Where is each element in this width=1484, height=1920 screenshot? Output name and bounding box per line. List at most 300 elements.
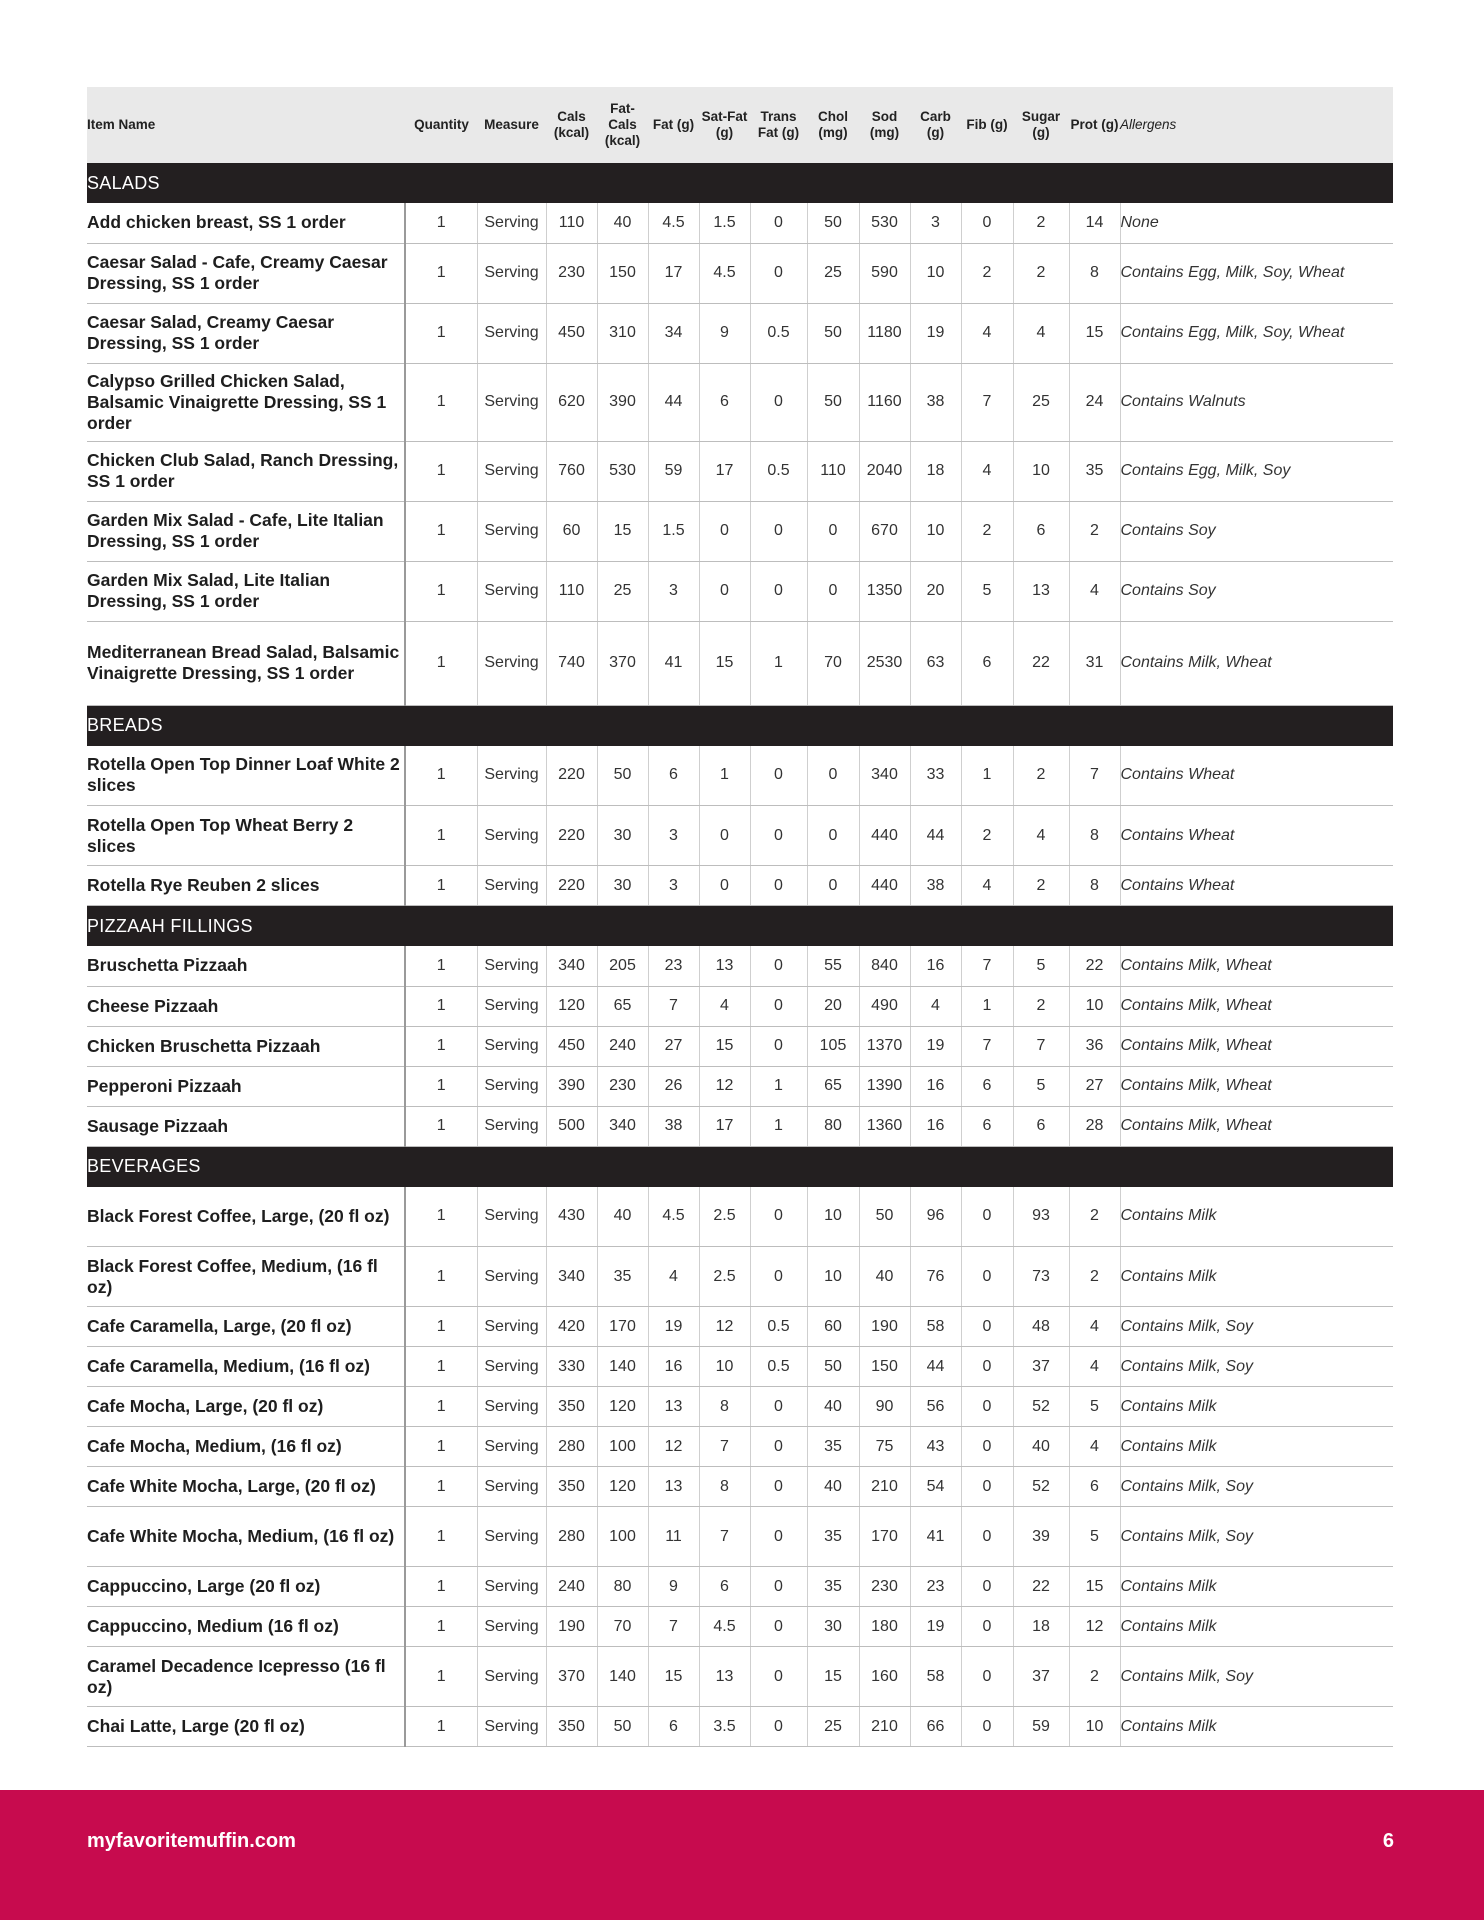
cell-sat-fat: 13	[699, 946, 750, 986]
cell-cholesterol: 0	[807, 866, 859, 906]
cell-protein: 4	[1069, 1427, 1120, 1467]
cell-carbs: 38	[910, 363, 961, 441]
cell-allergens: Contains Milk, Soy	[1120, 1507, 1393, 1567]
cell-sugar: 37	[1013, 1347, 1069, 1387]
section-header	[87, 705, 1393, 746]
item-name: Add chicken breast, SS 1 order	[87, 203, 405, 243]
table-row	[87, 441, 1393, 501]
cell-sat-fat: 15	[699, 621, 750, 705]
item-name: Cafe Caramella, Large, (20 fl oz)	[87, 1307, 405, 1347]
cell-cholesterol: 35	[807, 1507, 859, 1567]
cell-cholesterol: 50	[807, 363, 859, 441]
cell-allergens: Contains Egg, Milk, Soy, Wheat	[1120, 243, 1393, 303]
cell-cholesterol: 110	[807, 441, 859, 501]
header-item-name: Item Name	[87, 87, 405, 163]
cell-quantity: 1	[405, 1467, 477, 1507]
item-name: Caesar Salad - Cafe, Creamy Caesar Dressing, SS 1 order	[87, 243, 405, 303]
cell-quantity: 1	[405, 866, 477, 906]
cell-trans-fat: 0	[750, 1507, 807, 1567]
cell-sat-fat: 0	[699, 866, 750, 906]
cell-protein: 2	[1069, 1187, 1120, 1247]
cell-sodium: 2040	[859, 441, 910, 501]
cell-carbs: 23	[910, 1567, 961, 1607]
cell-fat-calories: 40	[597, 1187, 648, 1247]
cell-sat-fat: 8	[699, 1467, 750, 1507]
cell-allergens: Contains Milk, Wheat	[1120, 621, 1393, 705]
header-sugar: Sugar (g)	[1013, 87, 1069, 163]
cell-quantity: 1	[405, 1106, 477, 1146]
cell-measure: Serving	[477, 1106, 546, 1146]
cell-protein: 2	[1069, 1247, 1120, 1307]
cell-sodium: 440	[859, 866, 910, 906]
cell-sat-fat: 13	[699, 1647, 750, 1707]
cell-sugar: 13	[1013, 561, 1069, 621]
cell-measure: Serving	[477, 1387, 546, 1427]
cell-allergens: Contains Milk	[1120, 1247, 1393, 1307]
cell-cholesterol: 50	[807, 303, 859, 363]
cell-fat-calories: 150	[597, 243, 648, 303]
cell-fat-calories: 35	[597, 1247, 648, 1307]
cell-quantity: 1	[405, 1427, 477, 1467]
cell-fat: 7	[648, 1607, 699, 1647]
cell-fat: 3	[648, 561, 699, 621]
cell-trans-fat: 0	[750, 1247, 807, 1307]
cell-fat: 59	[648, 441, 699, 501]
cell-calories: 280	[546, 1507, 597, 1567]
cell-sodium: 1370	[859, 1026, 910, 1066]
table-row	[87, 1567, 1393, 1607]
cell-carbs: 58	[910, 1307, 961, 1347]
cell-carbs: 19	[910, 303, 961, 363]
item-name: Pepperoni Pizzaah	[87, 1066, 405, 1106]
cell-fat-calories: 50	[597, 1707, 648, 1747]
cell-trans-fat: 0	[750, 986, 807, 1026]
cell-sat-fat: 3.5	[699, 1707, 750, 1747]
cell-fat-calories: 230	[597, 1066, 648, 1106]
cell-fat-calories: 25	[597, 561, 648, 621]
cell-trans-fat: 0	[750, 1707, 807, 1747]
cell-quantity: 1	[405, 621, 477, 705]
cell-cholesterol: 60	[807, 1307, 859, 1347]
cell-carbs: 43	[910, 1427, 961, 1467]
cell-sugar: 5	[1013, 946, 1069, 986]
cell-fat-calories: 100	[597, 1427, 648, 1467]
item-name: Cheese Pizzaah	[87, 986, 405, 1026]
section-title: BREADS	[87, 705, 1393, 746]
cell-sugar: 48	[1013, 1307, 1069, 1347]
cell-fiber: 6	[961, 1106, 1013, 1146]
cell-calories: 220	[546, 866, 597, 906]
item-name: Cafe Mocha, Medium, (16 fl oz)	[87, 1427, 405, 1467]
cell-fiber: 0	[961, 1387, 1013, 1427]
table-row	[87, 501, 1393, 561]
table-row	[87, 1427, 1393, 1467]
item-name: Chicken Club Salad, Ranch Dressing, SS 1 order	[87, 441, 405, 501]
table-row	[87, 203, 1393, 243]
item-name: Calypso Grilled Chicken Salad, Balsamic Vinaigrette Dressing, SS 1 order	[87, 363, 405, 441]
cell-sat-fat: 2.5	[699, 1247, 750, 1307]
cell-quantity: 1	[405, 946, 477, 986]
cell-allergens: Contains Milk	[1120, 1387, 1393, 1427]
cell-sodium: 490	[859, 986, 910, 1026]
cell-sodium: 440	[859, 806, 910, 866]
cell-sat-fat: 15	[699, 1026, 750, 1066]
cell-carbs: 20	[910, 561, 961, 621]
table-row	[87, 866, 1393, 906]
cell-measure: Serving	[477, 866, 546, 906]
cell-carbs: 56	[910, 1387, 961, 1427]
item-name: Cafe White Mocha, Medium, (16 fl oz)	[87, 1507, 405, 1567]
cell-trans-fat: 0	[750, 1467, 807, 1507]
item-name: Garden Mix Salad, Lite Italian Dressing, SS 1 order	[87, 561, 405, 621]
cell-protein: 31	[1069, 621, 1120, 705]
footer-website: myfavoritemuffin.com	[87, 1830, 296, 1852]
cell-measure: Serving	[477, 1647, 546, 1707]
header-sodium: Sod (mg)	[859, 87, 910, 163]
item-name: Bruschetta Pizzaah	[87, 946, 405, 986]
cell-fiber: 0	[961, 1247, 1013, 1307]
cell-protein: 24	[1069, 363, 1120, 441]
cell-fiber: 7	[961, 946, 1013, 986]
cell-measure: Serving	[477, 1187, 546, 1247]
cell-measure: Serving	[477, 1026, 546, 1066]
cell-cholesterol: 20	[807, 986, 859, 1026]
cell-fat: 19	[648, 1307, 699, 1347]
cell-fat: 44	[648, 363, 699, 441]
cell-fat-calories: 140	[597, 1647, 648, 1707]
cell-fat: 15	[648, 1647, 699, 1707]
table-row	[87, 746, 1393, 806]
header-protein: Prot (g)	[1069, 87, 1120, 163]
cell-sat-fat: 4.5	[699, 243, 750, 303]
cell-measure: Serving	[477, 441, 546, 501]
cell-fat: 23	[648, 946, 699, 986]
cell-quantity: 1	[405, 1026, 477, 1066]
cell-protein: 8	[1069, 806, 1120, 866]
cell-fiber: 4	[961, 303, 1013, 363]
cell-protein: 2	[1069, 501, 1120, 561]
cell-measure: Serving	[477, 1467, 546, 1507]
cell-trans-fat: 0.5	[750, 441, 807, 501]
cell-cholesterol: 0	[807, 561, 859, 621]
cell-fat: 7	[648, 986, 699, 1026]
cell-calories: 60	[546, 501, 597, 561]
cell-sat-fat: 10	[699, 1347, 750, 1387]
cell-fat-calories: 30	[597, 866, 648, 906]
cell-sodium: 170	[859, 1507, 910, 1567]
cell-measure: Serving	[477, 1247, 546, 1307]
cell-cholesterol: 55	[807, 946, 859, 986]
cell-fat: 9	[648, 1567, 699, 1607]
cell-protein: 10	[1069, 986, 1120, 1026]
item-name: Cafe Mocha, Large, (20 fl oz)	[87, 1387, 405, 1427]
cell-quantity: 1	[405, 746, 477, 806]
cell-sugar: 18	[1013, 1607, 1069, 1647]
cell-quantity: 1	[405, 986, 477, 1026]
cell-calories: 350	[546, 1467, 597, 1507]
cell-sodium: 230	[859, 1567, 910, 1607]
table-row	[87, 1607, 1393, 1647]
cell-sat-fat: 17	[699, 441, 750, 501]
cell-fat: 13	[648, 1387, 699, 1427]
cell-sat-fat: 0	[699, 806, 750, 866]
table-row	[87, 1247, 1393, 1307]
cell-sugar: 4	[1013, 303, 1069, 363]
item-name: Chai Latte, Large (20 fl oz)	[87, 1707, 405, 1747]
cell-fat-calories: 80	[597, 1567, 648, 1607]
cell-calories: 240	[546, 1567, 597, 1607]
cell-protein: 4	[1069, 1347, 1120, 1387]
cell-sodium: 180	[859, 1607, 910, 1647]
cell-fat: 38	[648, 1106, 699, 1146]
cell-trans-fat: 0	[750, 561, 807, 621]
cell-sat-fat: 6	[699, 1567, 750, 1607]
cell-quantity: 1	[405, 806, 477, 866]
cell-carbs: 16	[910, 1066, 961, 1106]
cell-measure: Serving	[477, 1707, 546, 1747]
cell-quantity: 1	[405, 501, 477, 561]
cell-protein: 5	[1069, 1507, 1120, 1567]
cell-calories: 190	[546, 1607, 597, 1647]
table-row	[87, 303, 1393, 363]
cell-fat-calories: 40	[597, 203, 648, 243]
cell-fiber: 0	[961, 1187, 1013, 1247]
cell-cholesterol: 0	[807, 806, 859, 866]
cell-cholesterol: 70	[807, 621, 859, 705]
item-name: Chicken Bruschetta Pizzaah	[87, 1026, 405, 1066]
table-body	[87, 163, 1393, 1747]
cell-allergens: Contains Milk, Wheat	[1120, 1026, 1393, 1066]
cell-sat-fat: 12	[699, 1066, 750, 1106]
item-name: Cappuccino, Large (20 fl oz)	[87, 1567, 405, 1607]
section-header	[87, 163, 1393, 203]
header-fat-calories: Fat-Cals (kcal)	[597, 87, 648, 163]
cell-fat: 4.5	[648, 203, 699, 243]
cell-allergens: Contains Egg, Milk, Soy	[1120, 441, 1393, 501]
cell-sodium: 1390	[859, 1066, 910, 1106]
page-number: 6	[1382, 1830, 1394, 1852]
cell-trans-fat: 0	[750, 203, 807, 243]
cell-quantity: 1	[405, 1066, 477, 1106]
cell-cholesterol: 40	[807, 1387, 859, 1427]
cell-fat-calories: 15	[597, 501, 648, 561]
cell-protein: 28	[1069, 1106, 1120, 1146]
cell-fiber: 0	[961, 1607, 1013, 1647]
cell-cholesterol: 50	[807, 1347, 859, 1387]
cell-cholesterol: 35	[807, 1567, 859, 1607]
cell-calories: 760	[546, 441, 597, 501]
cell-measure: Serving	[477, 746, 546, 806]
cell-fat: 34	[648, 303, 699, 363]
cell-sat-fat: 12	[699, 1307, 750, 1347]
cell-allergens: Contains Milk	[1120, 1187, 1393, 1247]
cell-sugar: 4	[1013, 806, 1069, 866]
cell-fat-calories: 70	[597, 1607, 648, 1647]
cell-carbs: 96	[910, 1187, 961, 1247]
cell-trans-fat: 0	[750, 363, 807, 441]
cell-protein: 15	[1069, 303, 1120, 363]
header-trans-fat: Trans Fat (g)	[750, 87, 807, 163]
cell-measure: Serving	[477, 1347, 546, 1387]
cell-cholesterol: 65	[807, 1066, 859, 1106]
cell-calories: 450	[546, 303, 597, 363]
cell-fiber: 1	[961, 746, 1013, 806]
cell-cholesterol: 25	[807, 1707, 859, 1747]
cell-trans-fat: 0	[750, 1567, 807, 1607]
cell-sugar: 2	[1013, 746, 1069, 806]
cell-calories: 370	[546, 1647, 597, 1707]
cell-sodium: 340	[859, 746, 910, 806]
cell-measure: Serving	[477, 1567, 546, 1607]
cell-quantity: 1	[405, 363, 477, 441]
cell-trans-fat: 1	[750, 1066, 807, 1106]
cell-trans-fat: 0.5	[750, 1307, 807, 1347]
cell-carbs: 58	[910, 1647, 961, 1707]
cell-measure: Serving	[477, 203, 546, 243]
cell-calories: 330	[546, 1347, 597, 1387]
cell-fiber: 0	[961, 1707, 1013, 1747]
cell-sat-fat: 4	[699, 986, 750, 1026]
table-row	[87, 363, 1393, 441]
cell-measure: Serving	[477, 621, 546, 705]
header-measure: Measure	[477, 87, 546, 163]
cell-measure: Serving	[477, 986, 546, 1026]
cell-allergens: Contains Soy	[1120, 561, 1393, 621]
cell-trans-fat: 0	[750, 1607, 807, 1647]
cell-calories: 450	[546, 1026, 597, 1066]
cell-allergens: Contains Milk	[1120, 1707, 1393, 1747]
cell-sugar: 52	[1013, 1387, 1069, 1427]
cell-protein: 6	[1069, 1467, 1120, 1507]
cell-protein: 5	[1069, 1387, 1120, 1427]
cell-carbs: 16	[910, 946, 961, 986]
cell-cholesterol: 15	[807, 1647, 859, 1707]
cell-sodium: 1360	[859, 1106, 910, 1146]
cell-quantity: 1	[405, 1247, 477, 1307]
cell-fat-calories: 120	[597, 1467, 648, 1507]
cell-calories: 350	[546, 1707, 597, 1747]
header-fat: Fat (g)	[648, 87, 699, 163]
cell-fiber: 2	[961, 501, 1013, 561]
item-name: Black Forest Coffee, Medium, (16 fl oz)	[87, 1247, 405, 1307]
cell-carbs: 63	[910, 621, 961, 705]
cell-measure: Serving	[477, 1066, 546, 1106]
cell-cholesterol: 10	[807, 1187, 859, 1247]
cell-protein: 4	[1069, 561, 1120, 621]
header-cholesterol: Chol (mg)	[807, 87, 859, 163]
cell-sugar: 2	[1013, 203, 1069, 243]
cell-allergens: Contains Milk, Soy	[1120, 1647, 1393, 1707]
cell-fat: 3	[648, 806, 699, 866]
cell-protein: 7	[1069, 746, 1120, 806]
cell-fat: 6	[648, 746, 699, 806]
cell-measure: Serving	[477, 303, 546, 363]
section-title: SALADS	[87, 163, 1393, 203]
cell-fiber: 2	[961, 243, 1013, 303]
cell-fiber: 4	[961, 441, 1013, 501]
header-carbs: Carb (g)	[910, 87, 961, 163]
cell-measure: Serving	[477, 1307, 546, 1347]
cell-trans-fat: 0	[750, 746, 807, 806]
header-fiber: Fib (g)	[961, 87, 1013, 163]
item-name: Caramel Decadence Icepresso (16 fl oz)	[87, 1647, 405, 1707]
table-row	[87, 1307, 1393, 1347]
cell-allergens: Contains Milk, Wheat	[1120, 986, 1393, 1026]
cell-measure: Serving	[477, 501, 546, 561]
cell-fiber: 1	[961, 986, 1013, 1026]
cell-measure: Serving	[477, 946, 546, 986]
cell-sodium: 190	[859, 1307, 910, 1347]
cell-allergens: Contains Milk, Wheat	[1120, 1066, 1393, 1106]
cell-quantity: 1	[405, 1187, 477, 1247]
cell-sugar: 37	[1013, 1647, 1069, 1707]
cell-sugar: 22	[1013, 621, 1069, 705]
cell-cholesterol: 105	[807, 1026, 859, 1066]
cell-fat: 1.5	[648, 501, 699, 561]
cell-allergens: Contains Wheat	[1120, 746, 1393, 806]
cell-calories: 340	[546, 1247, 597, 1307]
cell-trans-fat: 0	[750, 1387, 807, 1427]
item-name: Sausage Pizzaah	[87, 1106, 405, 1146]
cell-allergens: Contains Soy	[1120, 501, 1393, 561]
table-row	[87, 561, 1393, 621]
cell-fiber: 6	[961, 1066, 1013, 1106]
cell-sat-fat: 0	[699, 561, 750, 621]
cell-trans-fat: 0	[750, 243, 807, 303]
cell-sodium: 1350	[859, 561, 910, 621]
cell-calories: 620	[546, 363, 597, 441]
cell-protein: 22	[1069, 946, 1120, 986]
section-header	[87, 906, 1393, 947]
table-row	[87, 621, 1393, 705]
cell-sat-fat: 1.5	[699, 203, 750, 243]
cell-quantity: 1	[405, 441, 477, 501]
cell-allergens: Contains Milk	[1120, 1567, 1393, 1607]
cell-fat: 26	[648, 1066, 699, 1106]
cell-sodium: 160	[859, 1647, 910, 1707]
section-header	[87, 1146, 1393, 1187]
cell-fat: 6	[648, 1707, 699, 1747]
cell-calories: 120	[546, 986, 597, 1026]
section-title: BEVERAGES	[87, 1146, 1393, 1187]
cell-fiber: 0	[961, 1427, 1013, 1467]
cell-allergens: Contains Egg, Milk, Soy, Wheat	[1120, 303, 1393, 363]
cell-carbs: 19	[910, 1607, 961, 1647]
cell-trans-fat: 0.5	[750, 303, 807, 363]
cell-allergens: Contains Milk, Soy	[1120, 1467, 1393, 1507]
cell-sat-fat: 1	[699, 746, 750, 806]
cell-trans-fat: 0	[750, 1427, 807, 1467]
cell-sodium: 1160	[859, 363, 910, 441]
cell-carbs: 66	[910, 1707, 961, 1747]
cell-fat-calories: 370	[597, 621, 648, 705]
cell-fiber: 0	[961, 1647, 1013, 1707]
table-row	[87, 1187, 1393, 1247]
cell-allergens: Contains Milk, Soy	[1120, 1307, 1393, 1347]
cell-sugar: 93	[1013, 1187, 1069, 1247]
cell-carbs: 54	[910, 1467, 961, 1507]
cell-fat: 17	[648, 243, 699, 303]
cell-fat-calories: 240	[597, 1026, 648, 1066]
cell-fiber: 0	[961, 1347, 1013, 1387]
cell-fat-calories: 30	[597, 806, 648, 866]
cell-cholesterol: 35	[807, 1427, 859, 1467]
cell-trans-fat: 0	[750, 806, 807, 866]
cell-fiber: 0	[961, 203, 1013, 243]
cell-carbs: 10	[910, 243, 961, 303]
cell-fat: 16	[648, 1347, 699, 1387]
cell-sodium: 2530	[859, 621, 910, 705]
